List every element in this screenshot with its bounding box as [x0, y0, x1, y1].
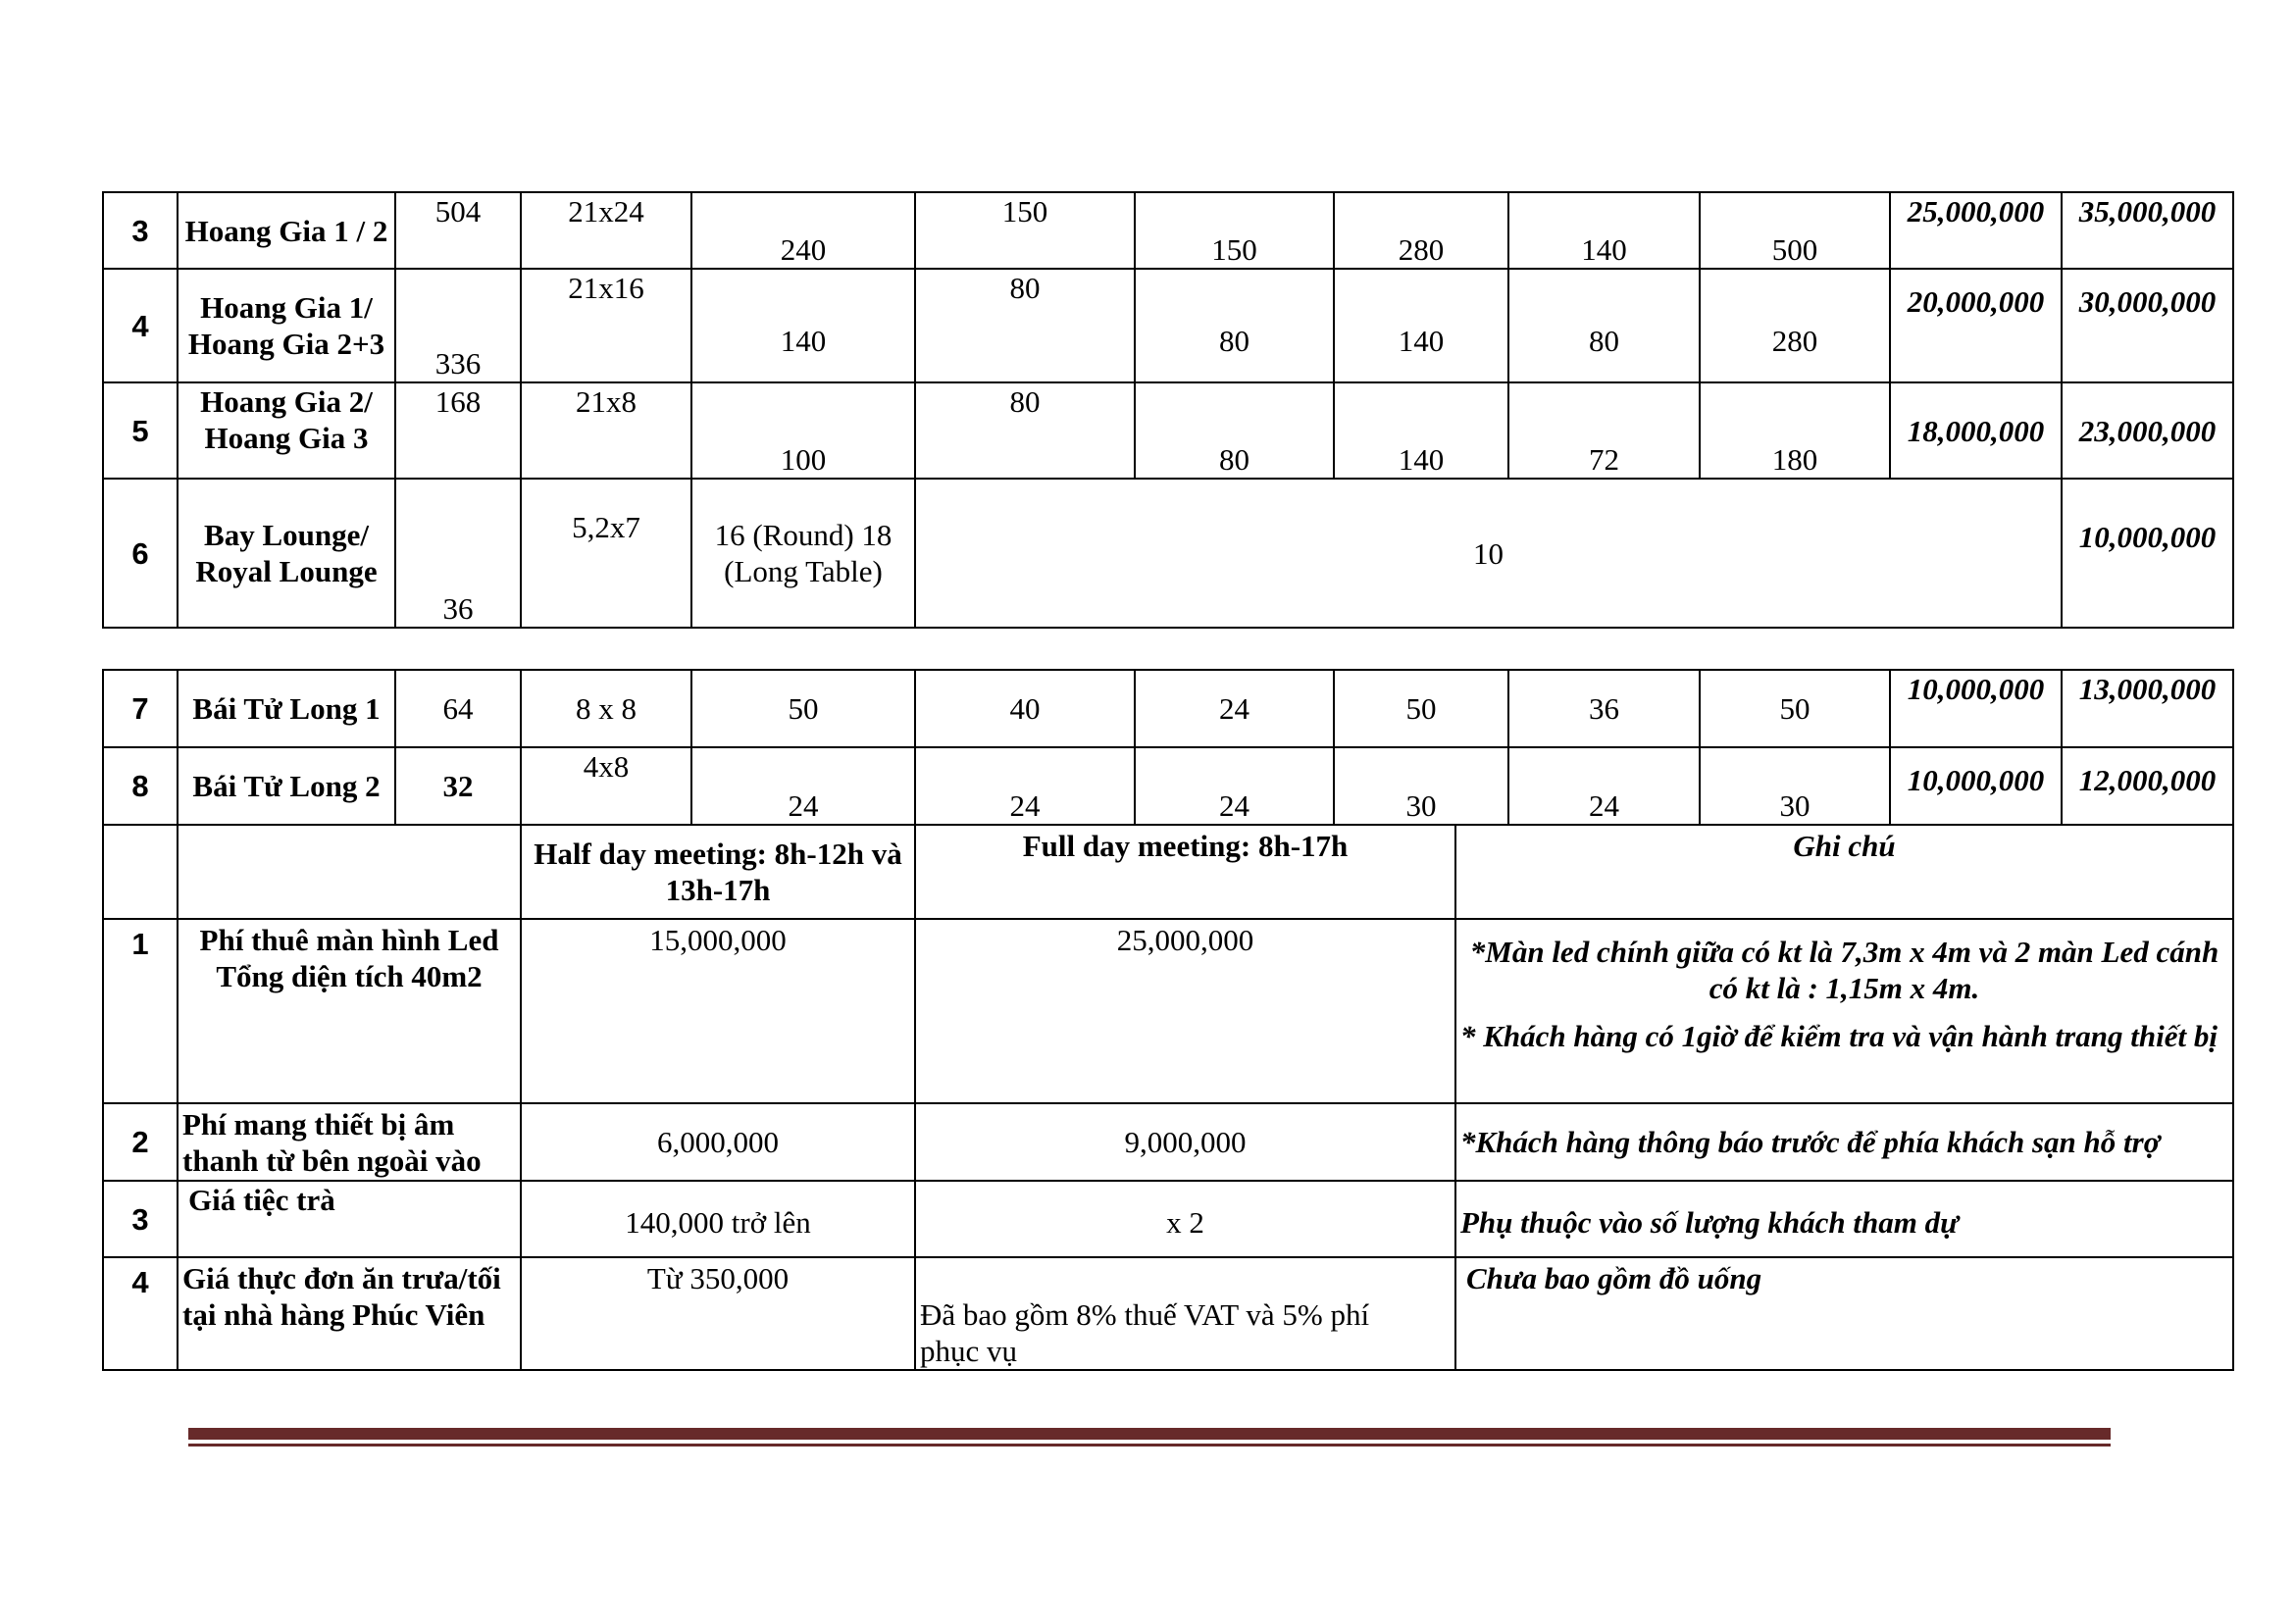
- room-name: Hoang Gia 1 / 2: [178, 192, 395, 269]
- row-number: 6: [103, 479, 178, 628]
- capacity-cell: 150: [915, 192, 1135, 269]
- room-area: 32: [395, 747, 521, 825]
- room-size: 8 x 8: [521, 670, 691, 747]
- capacity-cell: 80: [915, 382, 1135, 479]
- capacity-cell: 140: [691, 269, 915, 382]
- capacity-cell: 50: [1334, 670, 1508, 747]
- service-half-price: 15,000,000: [521, 919, 915, 1103]
- capacity-cell: 80: [915, 269, 1135, 382]
- room-size: 21x16: [521, 269, 691, 382]
- capacity-cell: 30: [1334, 747, 1508, 825]
- capacity-cell: 150: [1135, 192, 1334, 269]
- price-full-day: 35,000,000: [2062, 192, 2233, 269]
- service-note: Chưa bao gồm đồ uống: [1455, 1257, 2233, 1370]
- capacity-cell: 24: [1508, 747, 1700, 825]
- capacity-cell: 24: [691, 747, 915, 825]
- price-full-day: 30,000,000: [2062, 269, 2233, 382]
- price-full-day: 13,000,000: [2062, 670, 2233, 747]
- capacity-cell: 500: [1700, 192, 1890, 269]
- header-notes: Ghi chú: [1455, 825, 2233, 919]
- table-row: [103, 1181, 2233, 1257]
- service-name: Phí mang thiết bị âm thanh từ bên ngoài vào: [178, 1103, 521, 1181]
- footer-divider-thin: [188, 1444, 2111, 1446]
- table-header-row: [103, 825, 2233, 919]
- service-note: Phụ thuộc vào số lượng khách tham dự: [1455, 1181, 2233, 1257]
- price-full-day: 23,000,000: [2062, 382, 2233, 479]
- capacity-cell: 24: [1135, 747, 1334, 825]
- price-half-day: 20,000,000: [1890, 269, 2062, 382]
- capacity-cell: 80: [1135, 269, 1334, 382]
- price-half-day: 18,000,000: [1890, 382, 2062, 479]
- room-area: 168: [395, 382, 521, 479]
- capacity-cell: 50: [1700, 670, 1890, 747]
- row-number: 5: [103, 382, 178, 479]
- price-half-day: 10,000,000: [1890, 747, 2062, 825]
- capacity-cell: 40: [915, 670, 1135, 747]
- price-half-day: 10,000,000: [2062, 479, 2233, 628]
- capacity-cell: 36: [1508, 670, 1700, 747]
- service-note: *Khách hàng thông báo trước để phía khách sạn hỗ trợ: [1455, 1103, 2233, 1181]
- capacity-cell: 24: [1135, 670, 1334, 747]
- row-number: 7: [103, 670, 178, 747]
- service-half-price: 6,000,000: [521, 1103, 915, 1181]
- capacity-cell: 140: [1508, 192, 1700, 269]
- room-name: Bái Tử Long 1: [178, 670, 395, 747]
- room-size: 21x8: [521, 382, 691, 479]
- table-row: [103, 479, 2233, 628]
- room-size: 5,2x7: [521, 479, 691, 628]
- capacity-cell: 50: [691, 670, 915, 747]
- price-half-day: 25,000,000: [1890, 192, 2062, 269]
- room-name: Bay Lounge/ Royal Lounge: [178, 479, 395, 628]
- table-row: [103, 1257, 2233, 1370]
- service-note: [1455, 919, 2233, 1103]
- row-number: 4: [103, 1257, 178, 1370]
- room-area: 64: [395, 670, 521, 747]
- room-size: 21x24: [521, 192, 691, 269]
- service-full-price: Đã bao gồm 8% thuế VAT và 5% phí phục vụ: [915, 1257, 1455, 1370]
- row-number: 3: [103, 192, 178, 269]
- capacity-cell: 80: [1135, 382, 1334, 479]
- price-full-day: 12,000,000: [2062, 747, 2233, 825]
- room-area: 504: [395, 192, 521, 269]
- room-size: 4x8: [521, 747, 691, 825]
- table-row: [103, 670, 2233, 747]
- service-name: Giá tiệc trà: [178, 1181, 521, 1257]
- header-full-day: Full day meeting: 8h-17h: [915, 825, 1455, 919]
- room-name: Bái Tử Long 2: [178, 747, 395, 825]
- room-area: 36: [395, 479, 521, 628]
- header-empty-cell: [103, 825, 178, 919]
- table-row: [103, 919, 2233, 1103]
- note-line: *Màn led chính giữa có kt là 7,3m x 4m và 2 màn Led cánh có kt là : 1,15m x 4m.: [1469, 935, 2219, 1005]
- table-row: [103, 1103, 2233, 1181]
- capacity-cell: 72: [1508, 382, 1700, 479]
- room-table: [102, 191, 2234, 629]
- price-half-day: 10,000,000: [1890, 670, 2062, 747]
- row-number: 3: [103, 1181, 178, 1257]
- table-row: [103, 747, 2233, 825]
- room-area: 336: [395, 269, 521, 382]
- header-empty-cell: [178, 825, 521, 919]
- capacity-cell: 140: [1334, 382, 1508, 479]
- room-name: Hoang Gia 1/ Hoang Gia 2+3: [178, 269, 395, 382]
- capacity-cell: 30: [1700, 747, 1890, 825]
- service-full-price: 25,000,000: [915, 919, 1455, 1103]
- footer-divider: [188, 1428, 2111, 1440]
- capacity-cell: 280: [1700, 269, 1890, 382]
- service-fee-table: [102, 824, 2234, 1371]
- service-half-price: Từ 350,000: [521, 1257, 915, 1370]
- row-number: 8: [103, 747, 178, 825]
- table-row: [103, 192, 2233, 269]
- capacity-cell: 100: [691, 382, 915, 479]
- capacity-cell: 24: [915, 747, 1135, 825]
- capacity-merged-cell: 10: [915, 479, 2062, 628]
- capacity-cell: 180: [1700, 382, 1890, 479]
- service-half-price: 140,000 trở lên: [521, 1181, 915, 1257]
- note-line: * Khách hàng có 1giờ để kiểm tra và vận hành trang thiết bị: [1460, 1019, 2218, 1053]
- row-number: 2: [103, 1103, 178, 1181]
- table-row: [103, 269, 2233, 382]
- service-name: Giá thực đơn ăn trưa/tối tại nhà hàng Phúc Viên: [178, 1257, 521, 1370]
- capacity-cell: 240: [691, 192, 915, 269]
- capacity-cell: 16 (Round) 18 (Long Table): [691, 479, 915, 628]
- header-half-day: Half day meeting: 8h-12h và 13h-17h: [521, 825, 915, 919]
- service-full-price: x 2: [915, 1181, 1455, 1257]
- service-full-price: 9,000,000: [915, 1103, 1455, 1181]
- capacity-cell: 80: [1508, 269, 1700, 382]
- service-name: Phí thuê màn hình Led Tổng diện tích 40m2: [178, 919, 521, 1103]
- row-number: 4: [103, 269, 178, 382]
- table-row: [103, 382, 2233, 479]
- capacity-cell: 280: [1334, 192, 1508, 269]
- row-number: 1: [103, 919, 178, 1103]
- room-name: Hoang Gia 2/ Hoang Gia 3: [178, 382, 395, 479]
- room-table-continued: [102, 669, 2234, 826]
- capacity-cell: 140: [1334, 269, 1508, 382]
